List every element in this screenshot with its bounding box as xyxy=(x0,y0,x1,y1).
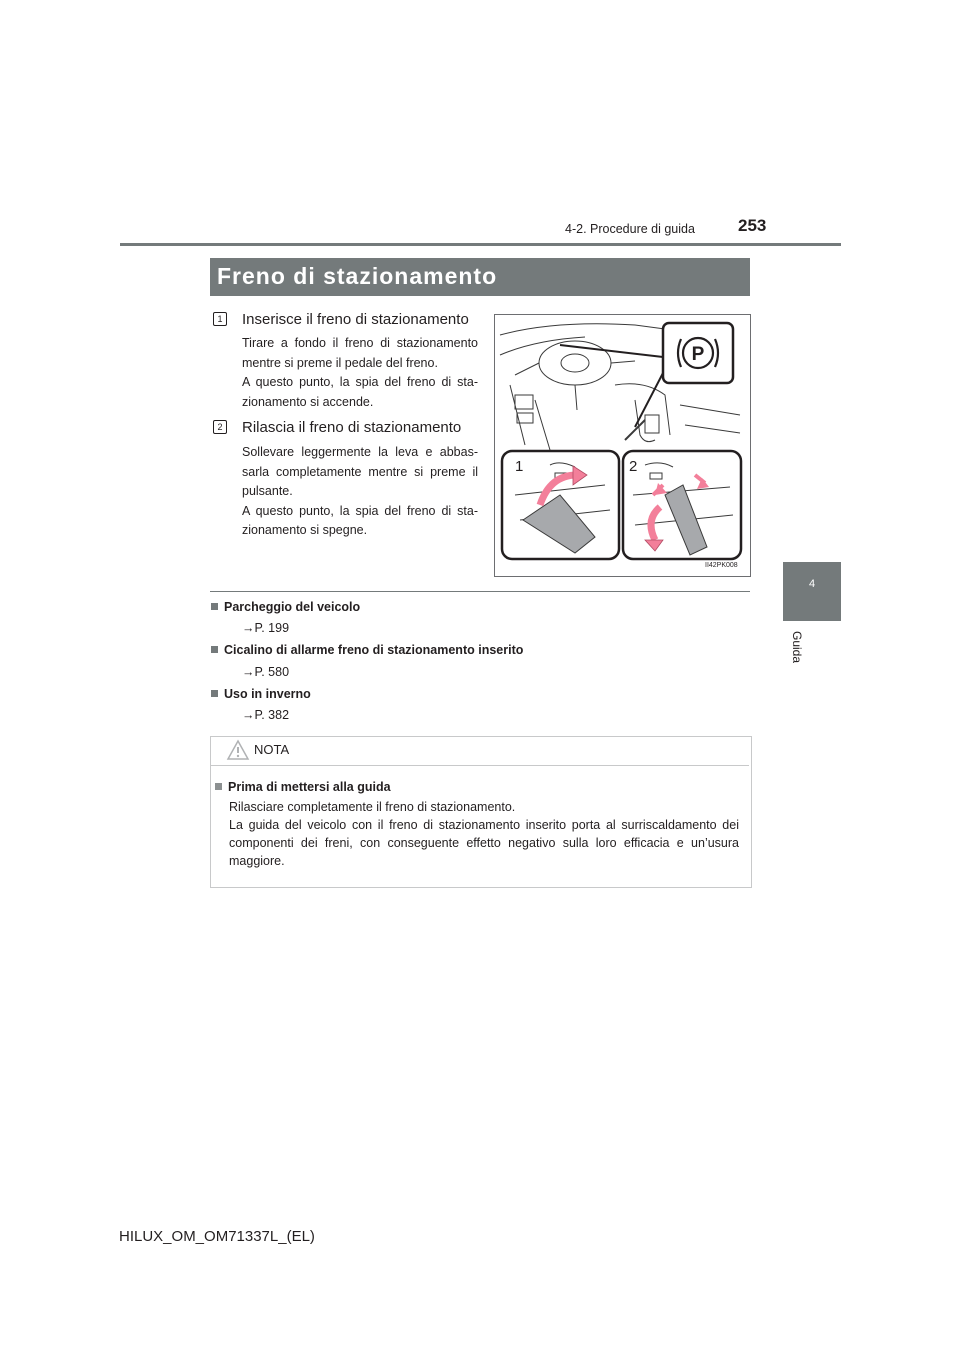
bullet-square-icon xyxy=(211,690,218,697)
chapter-tab xyxy=(783,562,841,621)
callout-1: 1 xyxy=(515,458,524,475)
info-item-title: Cicalino di allarme freno di stazionamento inserito xyxy=(224,643,524,657)
info-item-heading xyxy=(211,687,311,701)
header-rule xyxy=(120,243,841,246)
note-label: NOTA xyxy=(254,742,290,757)
note-body xyxy=(229,798,739,870)
page-reference: →P. 382 xyxy=(242,708,290,722)
step-1-number: 1 xyxy=(213,312,227,326)
bullet-square-icon xyxy=(211,646,218,653)
section-header: 4-2. Procedure di guida xyxy=(565,222,695,236)
note-header-rule xyxy=(211,765,749,766)
bullet-square-icon xyxy=(211,603,218,610)
step-1-line: A questo punto, la spia del freno di sta- zionamento si accende. xyxy=(242,375,478,409)
note-line: La guida del veicolo con il freno di stazionamento inserito porta al surriscaldamento dei componenti dei freni, con conseguente effetto negativo sulla loro efficacia e un’usura maggiore. xyxy=(229,818,739,868)
page-number: 253 xyxy=(738,216,767,235)
inset-release xyxy=(623,451,741,559)
step-2-number: 2 xyxy=(213,420,227,434)
step-1-line: Tirare a fondo il freno di stazionamento mentre si preme il pedale del freno. xyxy=(242,336,478,370)
info-item-title: Parcheggio del veicolo xyxy=(224,600,361,614)
section-rule xyxy=(210,591,750,592)
step-1-body xyxy=(242,334,478,412)
page-title: Freno di stazionamento xyxy=(217,263,498,289)
inset-apply xyxy=(502,451,619,559)
indicator-symbol: P xyxy=(691,344,705,365)
warning-triangle-icon xyxy=(226,739,250,761)
bullet-square-icon xyxy=(215,783,222,790)
illustration-drawing xyxy=(495,315,750,576)
page-reference: →P. 199 xyxy=(242,621,290,635)
step-2-body xyxy=(242,443,478,541)
step-1-title: Inserisce il freno di stazionamento xyxy=(242,311,469,328)
chapter-number: 4 xyxy=(808,578,816,590)
step-2-title: Rilascia il freno di stazionamento xyxy=(242,419,462,436)
callout-2: 2 xyxy=(629,458,638,475)
info-item-title: Uso in inverno xyxy=(224,687,311,701)
step-2-line: A questo punto, la spia del freno di sta- zionamento si spegne. xyxy=(242,503,478,538)
document-id-footer: HILUX_OM_OM71337L_(EL) xyxy=(119,1228,315,1245)
note-heading-text: Prima di mettersi alla guida xyxy=(228,780,391,794)
parking-brake-illustration xyxy=(494,314,751,577)
chapter-label: Guida xyxy=(790,631,804,664)
figure-code: II42PK008 xyxy=(705,562,738,569)
step-2-line: Sollevare leggermente la leva e abbas- sarla completamente mentre si preme il pulsante. xyxy=(242,445,478,499)
note-line: Rilasciare completamente il freno di stazionamento. xyxy=(229,800,516,814)
page-reference: →P. 580 xyxy=(242,665,290,679)
info-item-heading xyxy=(211,643,523,657)
info-item-heading xyxy=(211,600,360,614)
note-heading xyxy=(215,780,391,794)
parking-brake-indicator-icon xyxy=(663,323,733,383)
